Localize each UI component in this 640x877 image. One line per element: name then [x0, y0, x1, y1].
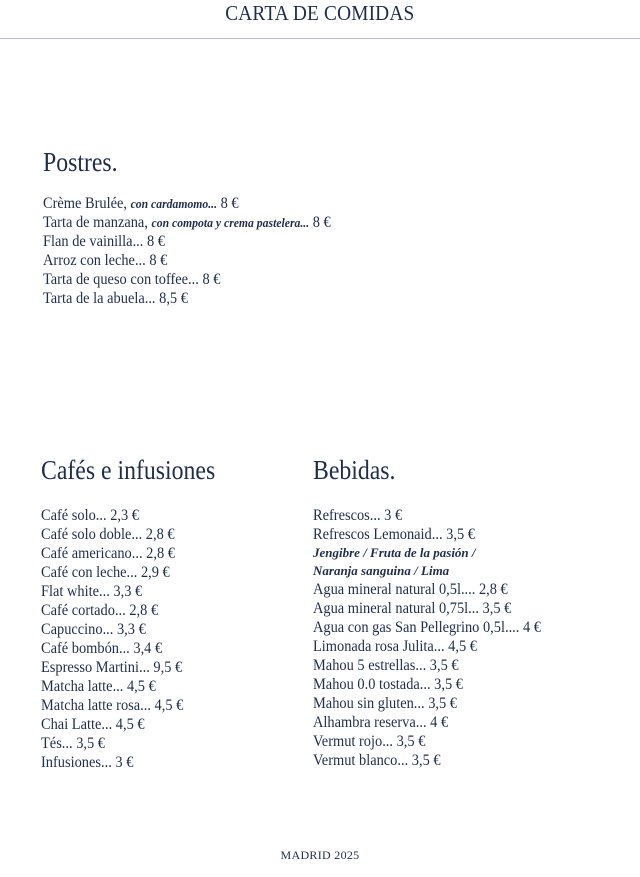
item-name: Crème Brulée,	[43, 195, 131, 212]
section-title-cafes: Cafés e infusiones	[41, 455, 216, 485]
item-price: 8 €	[217, 195, 239, 212]
menu-item: Café bombón... 3,4 €	[41, 640, 163, 657]
menu-item: Arroz con leche... 8 €	[43, 252, 168, 269]
menu-item: Refrescos Lemonaid... 3,5 €	[313, 526, 475, 543]
menu-item	[43, 194, 331, 213]
item-flavors: Naranja sanguina / Lima	[313, 563, 450, 578]
menu-item: Vermut blanco... 3,5 €	[313, 752, 441, 769]
menu-item: Agua mineral natural 0,5l.... 2,8 €	[313, 581, 508, 598]
item-note: con cardamomo...	[130, 196, 218, 211]
menu-item: Agua mineral natural 0,75l... 3,5 €	[313, 600, 512, 617]
menu-item: Agua con gas San Pellegrino 0,5l.... 4 €	[313, 619, 541, 636]
menu-item: Mahou 5 estrellas... 3,5 €	[313, 657, 459, 674]
section-title-postres: Postres.	[43, 147, 118, 177]
menu-item: Chai Latte... 4,5 €	[41, 716, 145, 733]
menu-item	[43, 213, 331, 232]
page-title: CARTA DE COMIDAS	[225, 1, 415, 25]
menu-item: Café americano... 2,8 €	[41, 545, 175, 562]
item-flavors: Jengibre / Fruta de la pasión /	[313, 545, 476, 560]
menu-item: Tés... 3,5 €	[41, 735, 105, 752]
menu-item: Vermut rojo... 3,5 €	[313, 733, 426, 750]
menu-item: Tarta de la abuela... 8,5 €	[43, 290, 188, 307]
menu-item: Capuccino... 3,3 €	[41, 621, 146, 638]
section-cafes	[41, 454, 239, 772]
menu-item: Café cortado... 2,8 €	[41, 602, 159, 619]
item-name: Tarta de manzana,	[43, 214, 152, 231]
menu-item: Tarta de queso con toffee... 8 €	[43, 271, 221, 288]
item-price: 8 €	[309, 214, 331, 231]
menu-header	[0, 0, 640, 39]
menu-item: Flat white... 3,3 €	[41, 583, 143, 600]
menu-item: Matcha latte rosa... 4,5 €	[41, 697, 184, 714]
menu-item: Mahou 0.0 tostada... 3,5 €	[313, 676, 463, 693]
menu-item: Café con leche... 2,9 €	[41, 564, 170, 581]
footer-text: MADRID 2025	[280, 848, 360, 862]
menu-item: Limonada rosa Julita... 4,5 €	[313, 638, 477, 655]
footer	[0, 848, 640, 863]
item-note: con compota y crema pastelera...	[151, 215, 310, 230]
menu-item: Infusiones... 3 €	[41, 754, 134, 771]
postres-list	[43, 194, 363, 308]
menu-item: Café solo doble... 2,8 €	[41, 526, 175, 543]
menu-item: Refrescos... 3 €	[313, 507, 403, 524]
section-postres	[43, 146, 363, 308]
cafes-list	[41, 506, 239, 772]
menu-item: Flan de vainilla... 8 €	[43, 233, 165, 250]
menu-item: Matcha latte... 4,5 €	[41, 678, 156, 695]
section-bebidas	[313, 454, 566, 770]
menu-item: Mahou sin gluten... 3,5 €	[313, 695, 457, 712]
menu-item: Espresso Martini... 9,5 €	[41, 659, 183, 676]
section-title-bebidas: Bebidas.	[313, 455, 396, 485]
bebidas-list	[313, 506, 566, 770]
menu-item: Café solo... 2,3 €	[41, 507, 139, 524]
menu-item: Alhambra reserva... 4 €	[313, 714, 449, 731]
